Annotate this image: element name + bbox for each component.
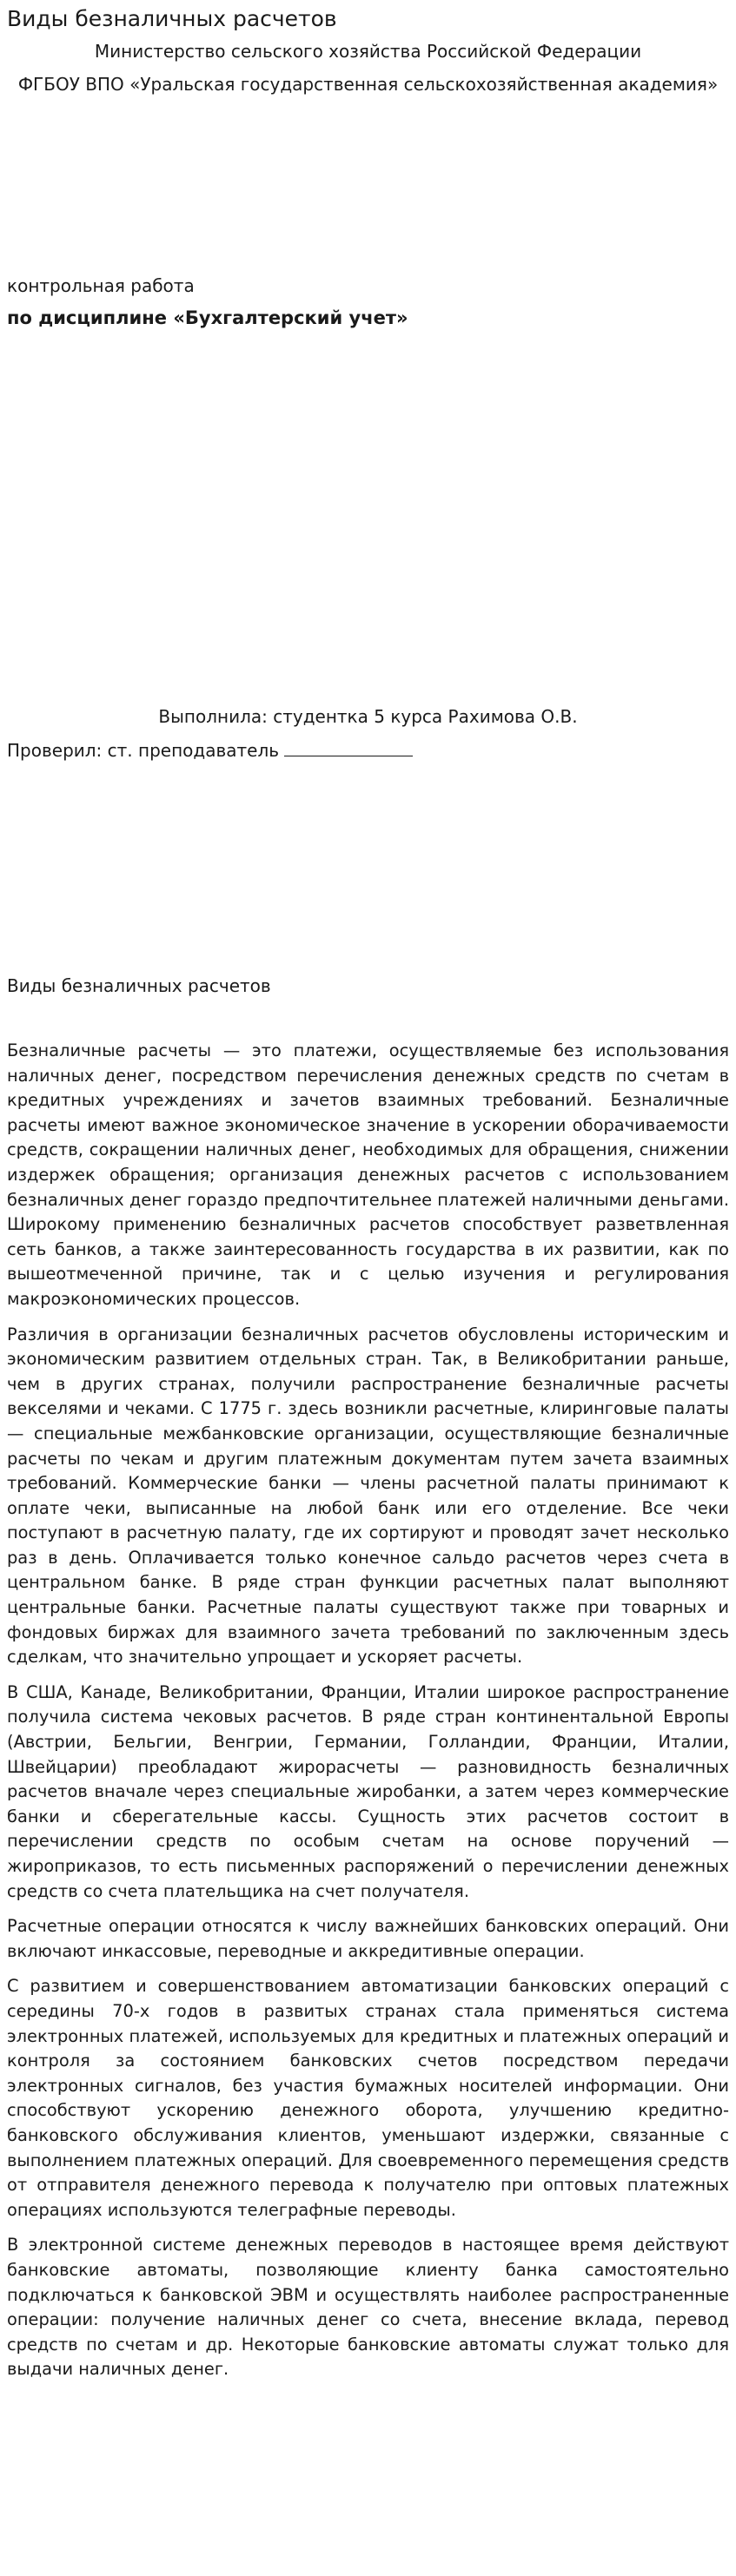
signature-blank — [284, 740, 413, 756]
paragraph: Безналичные расчеты — это платежи, осуществляемые без использования наличных денег, посредством перечисления денежных средств по счетам в кредитных учреждениях и зачетов взаимных требований. Безналичные расчеты имеют важное экономическое значение в ускорении оборачиваемости средств, сокращении наличных денег, необходимых для обращения, снижении издержек обращения; организация денежных расчетов с использованием безналичных денег гораздо предпочтительнее платежей наличными деньгами. Широкому применению безналичных расчетов способствует разветвленная сеть банков, а также заинтересованность государства в их развитии, как по вышеотмеченной причине, так и с целью изучения и регулирования макроэкономических процессов. — [7, 1040, 729, 1309]
paragraph: Расчетные операции относятся к числу важнейших банковских операций. Они включают инкассовые, переводные и аккредитивные операции. — [7, 1916, 729, 1961]
checked-by-line — [7, 739, 413, 762]
section-title: Виды безналичных расчетов — [7, 975, 271, 996]
body-text — [7, 1039, 729, 2393]
work-type-line: контрольная работа — [7, 275, 195, 296]
paragraph: В электронной системе денежных переводов в настоящее время действуют банковские автоматы, позволяющие клиенту банка самостоятельно подключаться к банковской ЭВМ и осуществлять наиболее распространенные операции: получение наличных денег со счета, внесение вклада, перевод средств по счетам и др. Некоторые банковские автоматы служат только для выдачи наличных денег. — [7, 2235, 729, 2380]
checked-by-label: Проверил: ст. преподаватель — [7, 740, 280, 761]
paragraph: В США, Канаде, Великобритании, Франции, Италии широкое распространение получила система чековых расчетов. В ряде стран континентальной Европы (Австрии, Бельгии, Венгрии, Германии, Голландии, Франции, Италии, Швейцарии) преобладают жирорасчеты — разновидность безналичных расчетов вначале через специальные жиробанки, а затем через коммерческие банки и сберегательные кассы. Сущность этих расчетов состоит в перечислении средств по особым счетам на основе поручений — жироприказов, то есть письменных распоряжений о перечислении денежных средств со счета плательщика на счет получателя. — [7, 1681, 729, 1901]
paragraph: Различия в организации безналичных расчетов обусловлены историческим и экономическим развитием отдельных стран. Так, в Великобритании раньше, чем в других странах, получили распространение безналичные расчеты векселями и чеками. С 1775 г. здесь возникли расчетные, клиринговые палаты — специальные межбанковские организации, осуществляющие безналичные расчеты по чекам и другим платежным документам путем зачета взаимных требований. Коммерческие банки — члены расчетной палаты принимают к оплате чеки, выписанные на любой банк или его отделение. Все чеки поступают в расчетную палату, где их сортируют и проводят зачет несколько раз в день. Оплачивается только конечное сальдо расчетов через счета в центральном банке. В ряде стран функции расчетных палат выполняют центральные банки. Расчетные палаты существуют также при товарных и фондовых биржах для взаимного зачета требований по заключенным здесь сделкам, что значительно упрощает и ускоряет расчеты. — [7, 1324, 729, 1668]
paragraph: С развитием и совершенствованием автоматизации банковских операций с середины 70-х годов в развитых странах стала применяться система электронных платежей, используемых для кредитных и платежных операций и контроля за состоянием банковских счетов посредством передачи электронных сигналов, без участия бумажных носителей информации. Они способствуют ускорению денежного оборота, улучшению кредитно-банковского обслуживания клиентов, уменьшают издержки, связанные с выполнением платежных операций. Для своевременного перемещения средств от отправителя денежного перевода к получателю при оптовых платежных операциях используются телеграфные переводы. — [7, 1976, 729, 2220]
performed-by-line: Выполнила: студентка 5 курса Рахимова О.В. — [158, 706, 578, 727]
document-title: Виды безналичных расчетов — [7, 6, 337, 31]
institution-line: ФГБОУ ВПО «Уральская государственная сельскохозяйственная академия» — [17, 74, 719, 95]
ministry-line: Министерство сельского хозяйства Российской Федерации — [94, 41, 642, 62]
discipline-line: по дисциплине «Бухгалтерский учет» — [7, 307, 408, 328]
